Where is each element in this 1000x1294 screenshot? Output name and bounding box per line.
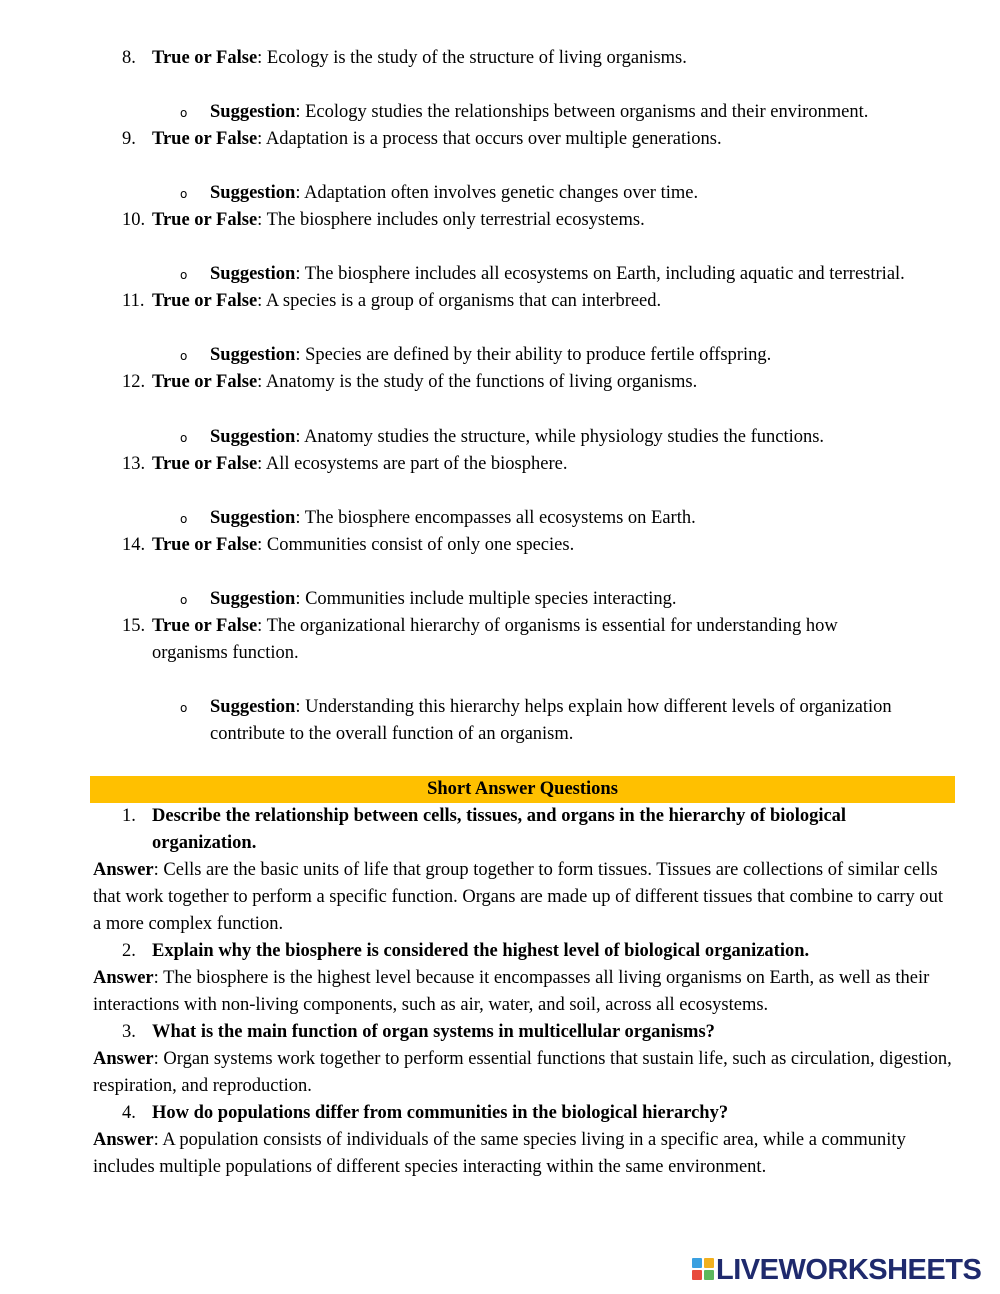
logo-wordmark: LIVEWORKSHEETS [716,1254,982,1286]
tf-statement: True or False: The biosphere includes only terrestrial ecosystems. [152,210,645,230]
bullet-icon: o [180,106,188,120]
item-number: 11. [122,291,145,311]
item-number: 13. [122,454,146,474]
tf-statement: True or False: A species is a group of organisms that can interbreed. [152,291,662,311]
suggestion-text: Suggestion: The biosphere encompasses all ecosystems on Earth. [210,508,696,528]
item-number: 3. [122,1022,136,1042]
item-number: 1. [122,806,136,826]
suggestion-text: Suggestion: Species are defined by their ability to produce fertile offspring. [210,345,772,365]
item-number: 15. [122,616,146,636]
answer-text: Answer: Organ systems work together to perform essential functions that sustain life, such as circulation, digestion, respiration, and reproduction. [93,1049,952,1096]
bullet-icon: o [180,701,188,715]
suggestion-text: Suggestion: Anatomy studies the structure, while physiology studies the functions. [210,427,825,447]
bullet-icon: o [180,349,188,363]
answer-text: Answer: Cells are the basic units of life that group together to form tissues. Tissues are collections of similar cells that work together to perform a specific function. Organs are made up of different tissues that combine to carry out a more complex function. [93,860,944,934]
suggestion-text: Suggestion: Communities include multiple species interacting. [210,589,677,609]
item-number: 2. [122,941,136,961]
question-text: Explain why the biosphere is considered the highest level of biological organization. [152,941,810,961]
suggestion-text: Suggestion: Ecology studies the relationships between organisms and their environment. [210,102,869,122]
item-number: 4. [122,1103,136,1123]
question-text: What is the main function of organ systems in multicellular organisms? [152,1022,715,1042]
bullet-icon: o [180,187,188,201]
bullet-icon: o [180,431,188,445]
answer-text: Answer: A population consists of individuals of the same species living in a specific area, while a community includes multiple populations of different species interacting within the same environment. [93,1130,906,1177]
item-number: 10. [122,210,146,230]
tf-statement: True or False: All ecosystems are part of the biosphere. [152,454,568,474]
tf-statement: True or False: Communities consist of only one species. [152,535,575,555]
question-text: How do populations differ from communities in the biological hierarchy? [152,1103,729,1123]
tf-statement: True or False: Adaptation is a process that occurs over multiple generations. [152,129,722,149]
item-number: 9. [122,129,136,149]
suggestion-text: Suggestion: Understanding this hierarchy helps explain how different levels of organization contribute to the overall function of an organism. [210,697,892,744]
section-heading: Short Answer Questions [90,776,955,803]
logo-mark-icon [692,1258,714,1280]
bullet-icon: o [180,593,188,607]
bullet-icon: o [180,512,188,526]
suggestion-text: Suggestion: The biosphere includes all ecosystems on Earth, including aquatic and terrestrial. [210,264,905,284]
bullet-icon: o [180,268,188,282]
tf-statement: True or False: Ecology is the study of the structure of living organisms. [152,48,687,68]
tf-statement: True or False: Anatomy is the study of the functions of living organisms. [152,372,698,392]
tf-statement: True or False: The organizational hierarchy of organisms is essential for understanding how organisms function. [152,616,838,663]
question-text: Describe the relationship between cells, tissues, and organs in the hierarchy of biological organization. [152,806,847,853]
answer-text: Answer: The biosphere is the highest level because it encompasses all living organisms on Earth, as well as their interactions with non-living components, such as air, water, and soil, across all ecosystems. [93,968,930,1015]
item-number: 8. [122,48,136,68]
suggestion-text: Suggestion: Adaptation often involves genetic changes over time. [210,183,699,203]
item-number: 12. [122,372,146,392]
item-number: 14. [122,535,146,555]
liveworksheets-logo [692,1254,992,1286]
